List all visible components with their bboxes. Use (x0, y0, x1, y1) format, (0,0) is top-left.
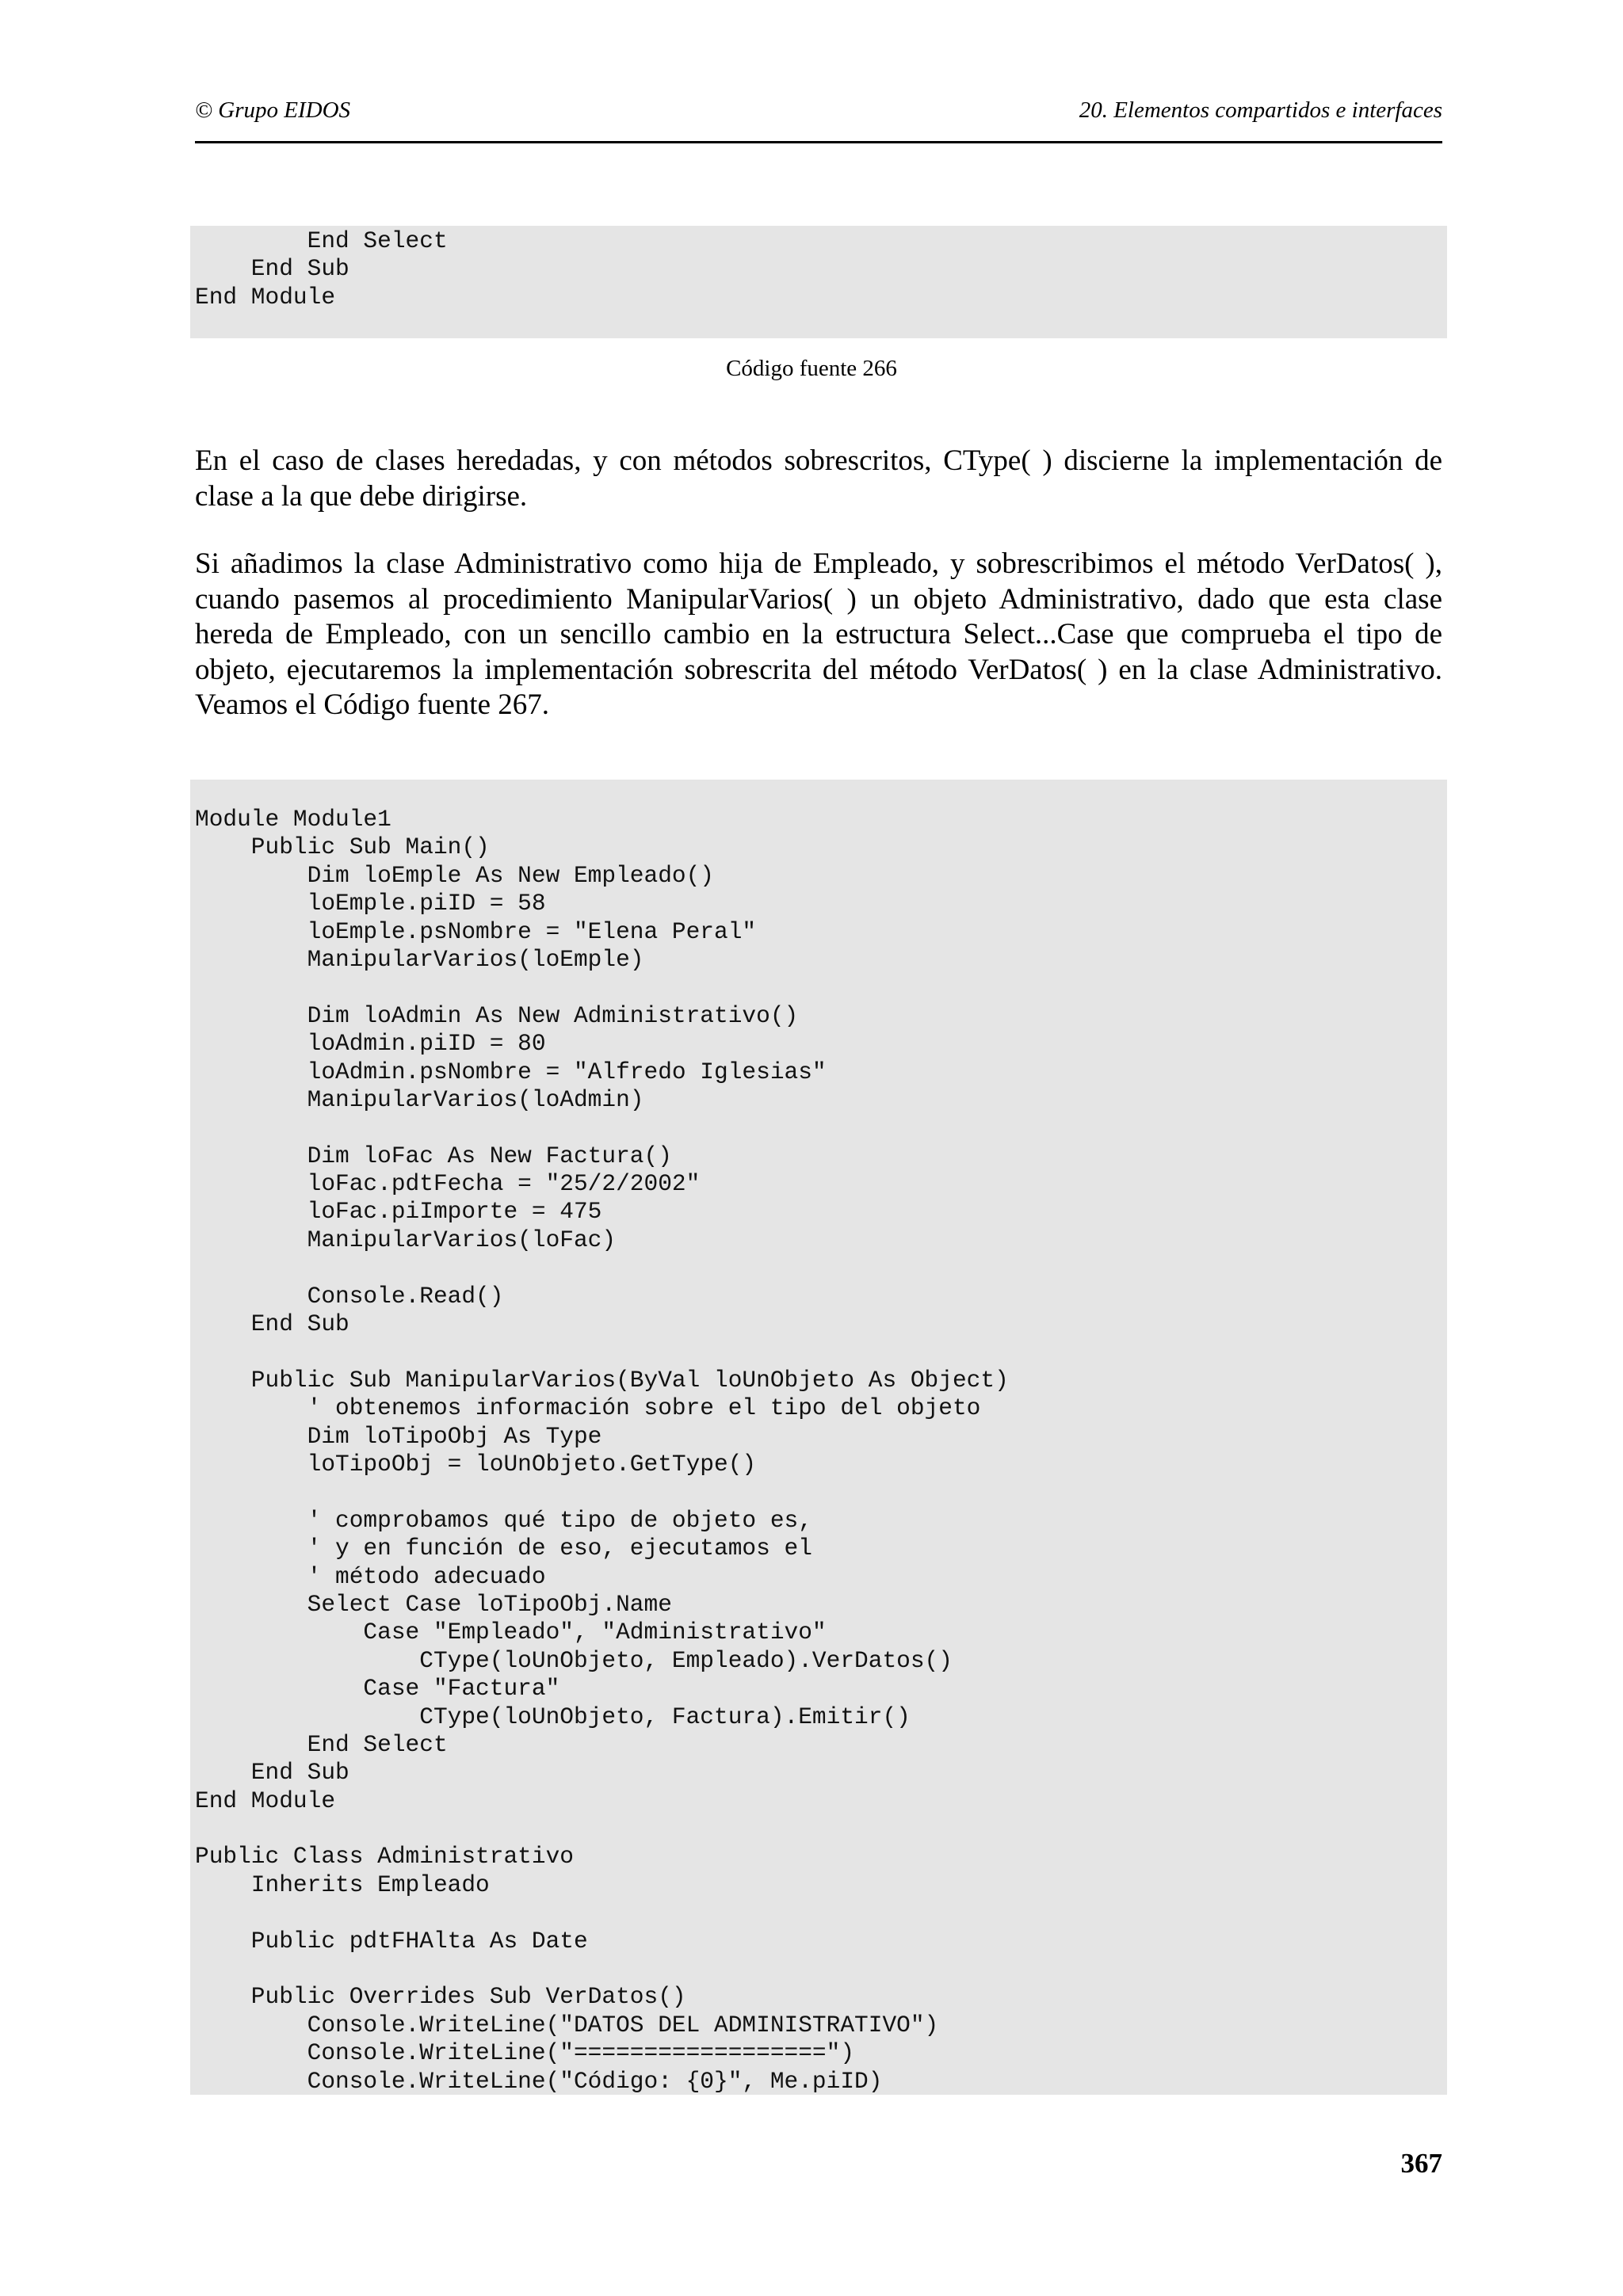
code-line (195, 1114, 1447, 1142)
code-line (195, 974, 1447, 1001)
code-line: Dim loTipoObj As Type (195, 1422, 602, 1450)
code-line: loAdmin.psNombre = "Alfredo Iglesias" (195, 1058, 827, 1085)
code-line: Module Module1 (195, 806, 391, 833)
code-line: End Select (195, 1730, 448, 1758)
code-block-267 (190, 780, 1447, 2095)
publisher-label: © Grupo EIDOS (195, 97, 351, 123)
code-line: Public Sub Main() (195, 833, 490, 861)
code-line: Case "Factura" (195, 1675, 560, 1703)
code-line (195, 1955, 1447, 1983)
code-line: loFac.piImporte = 475 (195, 1198, 602, 1226)
code-line: Console.Read() (195, 1282, 504, 1310)
code-line: ' comprobamos qué tipo de objeto es, (195, 1506, 812, 1534)
code-line: End Sub (195, 1759, 349, 1787)
code-line: Inherits Empleado (195, 1871, 490, 1898)
code-line: Dim loFac As New Factura() (195, 1142, 672, 1169)
code-line: Console.WriteLine("DATOS DEL ADMINISTRATIVO") (195, 2011, 939, 2039)
chapter-title: 20. Elementos compartidos e interfaces (1079, 97, 1442, 123)
code-line: Public Class Administrativo (195, 1843, 574, 1871)
code-line: CType(loUnObjeto, Empleado).VerDatos() (195, 1646, 953, 1674)
code-line (195, 1899, 1447, 1927)
code-line: ' obtenemos información sobre el tipo del objeto (195, 1394, 981, 1422)
code-line: loEmple.piID = 58 (195, 890, 546, 917)
code-line: Case "Empleado", "Administrativo" (195, 1619, 827, 1646)
code-line: Public pdtFHAlta As Date (195, 1927, 588, 1955)
code-line: CType(loUnObjeto, Factura).Emitir() (195, 1703, 911, 1730)
code-line: End Module (195, 283, 336, 311)
code-line (195, 1254, 1447, 1282)
code-line (195, 1338, 1447, 1366)
code-line: Console.WriteLine("Código: {0}", Me.piID) (195, 2067, 883, 2095)
code-line: loFac.pdtFecha = "25/2/2002" (195, 1170, 701, 1198)
code-line: Console.WriteLine("==================") (195, 2039, 855, 2067)
code-line: loEmple.psNombre = "Elena Peral" (195, 917, 757, 945)
code-line: ' y en función de eso, ejecutamos el (195, 1535, 812, 1562)
code-line: Public Sub ManipularVarios(ByVal loUnObjeto As Object) (195, 1366, 1009, 1394)
code-line: loAdmin.piID = 80 (195, 1030, 546, 1058)
page-number: 367 (1400, 2148, 1442, 2179)
code-line: End Module (195, 1787, 336, 1814)
paragraph-1: En el caso de clases heredadas, y con métodos sobrescritos, CType( ) discierne la implementación de clase a la que debe dirigirse. (195, 444, 1442, 513)
code-line: Dim loEmple As New Empleado() (195, 861, 715, 889)
code-line: ManipularVarios(loEmple) (195, 945, 644, 973)
code-block-266 (190, 226, 1447, 338)
code-line: End Sub (195, 255, 349, 283)
page-header (195, 92, 1442, 143)
code-line: Dim loAdmin As New Administrativo() (195, 1001, 799, 1029)
code-line: loTipoObj = loUnObjeto.GetType() (195, 1450, 757, 1478)
code-line: ManipularVarios(loFac) (195, 1226, 617, 1253)
code-line: ' método adecuado (195, 1562, 546, 1590)
code-caption: Código fuente 266 (726, 356, 897, 381)
code-line: ManipularVarios(loAdmin) (195, 1085, 644, 1113)
code-line: Select Case loTipoObj.Name (195, 1590, 672, 1618)
code-line (195, 1815, 1447, 1843)
code-line: End Select (195, 227, 448, 254)
code-line (195, 1478, 1447, 1506)
paragraph-2: Si añadimos la clase Administrativo como hija de Empleado, y sobrescribimos el método VerDatos( ), cuando pasemos al procedimiento ManipularVarios( ) un objeto Administrativo, dado que esta clase hereda de Empleado, con un sencillo cambio en la estructura Select...Case que comprueba el tipo de objeto, ejecutaremos la implementación sobrescrita del método VerDatos( ) en la clase Administrativo. Veamos el Código fuente 267. (195, 547, 1442, 722)
code-line: End Sub (195, 1310, 349, 1338)
code-line: Public Overrides Sub VerDatos() (195, 1983, 686, 2011)
